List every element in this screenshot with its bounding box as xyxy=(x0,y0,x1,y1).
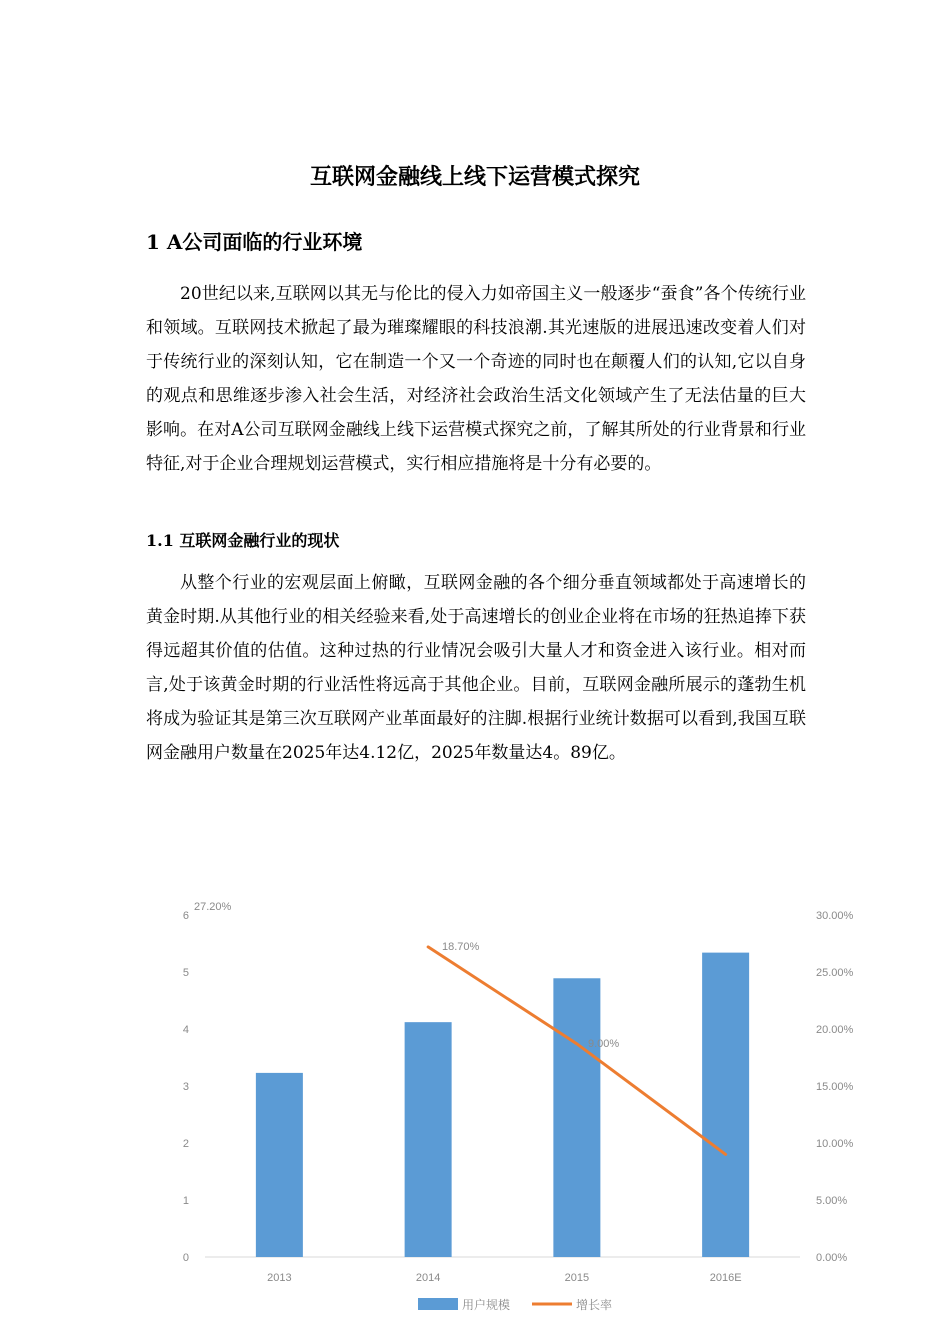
data-label: 9.00% xyxy=(588,1038,620,1050)
y-left-tick-label: 1 xyxy=(182,1195,189,1207)
y-left-tick-label: 6 xyxy=(182,910,189,922)
x-tick-label: 2013 xyxy=(267,1272,292,1284)
y-left-tick-label: 4 xyxy=(182,1024,189,1036)
y-right-tick-label: 5.00% xyxy=(816,1195,848,1207)
bar-2016E xyxy=(702,953,749,1257)
data-label: 18.70% xyxy=(442,941,480,953)
legend-label: 用户规模 xyxy=(462,1298,511,1312)
y-left-tick-label: 0 xyxy=(182,1252,189,1264)
y-right-tick-label: 25.00% xyxy=(816,967,854,979)
y-right-tick-label: 0.00% xyxy=(816,1252,848,1264)
section-1-paragraph: 20世纪以来,互联网以其无与伦比的侵入力如帝国主义一般逐步“蚕食”各个传统行业和领域。互联网技术掀起了最为璀璨耀眼的科技浪潮.其光速版的进展迅速改变着人们对于传统行业的深刻认知，它在制造一个又一个奇迹的同时也在颠覆人们的认知,它以自身的观点和思维逐步渗入社会生活，对经济社会政治生活文化领域产生了无法估量的巨大影响。在对A公司互联网金融线上线下运营模式探究之前，了解其所处的行业背景和行业特征,对于企业合理规划运营模式，实行相应措施将是十分有必要的。 xyxy=(146,284,806,474)
x-tick-label: 2016E xyxy=(709,1272,742,1284)
user-scale-chart xyxy=(160,895,880,1325)
y-right-tick-label: 30.00% xyxy=(816,910,854,922)
y-right-tick-label: 20.00% xyxy=(816,1024,854,1036)
bar-2015 xyxy=(553,978,600,1257)
y-left-tick-label: 5 xyxy=(182,967,189,979)
x-tick-label: 2014 xyxy=(415,1272,441,1284)
legend-label: 增长率 xyxy=(576,1298,613,1312)
y-right-tick-label: 15.00% xyxy=(816,1081,854,1093)
data-label: 27.20% xyxy=(194,901,232,913)
bar-2014 xyxy=(405,1022,452,1257)
x-tick-label: 2015 xyxy=(564,1272,590,1284)
section-1-heading: 1 A公司面临的行业环境 xyxy=(146,230,363,254)
y-right-tick-label: 10.00% xyxy=(816,1138,854,1150)
section-1-1-heading: 1.1 互联网金融行业的现状 xyxy=(146,531,340,550)
bar-2013 xyxy=(256,1073,303,1257)
y-left-tick-label: 2 xyxy=(182,1138,189,1150)
section-1-1-paragraph: 从整个行业的宏观层面上俯瞰，互联网金融的各个细分垂直领域都处于高速增长的黄金时期.从其他行业的相关经验来看,处于高速增长的创业企业将在市场的狂热追捧下获得远超其价值的估值。这种过热的行业情况会吸引大量人才和资金进入该行业。相对而言,处于该黄金时期的行业活性将远高于其他企业。目前，互联网金融所展示的蓬勃生机将成为验证其是第三次互联网产业革面最好的注脚.根据行业统计数据可以看到,我国互联网金融用户数量在2025年达4.12亿，2025年数量达4。89亿。 xyxy=(146,573,806,763)
page-title: 互联网金融线上线下运营模式探究 xyxy=(309,165,640,190)
legend-swatch-bar xyxy=(418,1298,458,1310)
y-left-tick-label: 3 xyxy=(182,1081,189,1093)
